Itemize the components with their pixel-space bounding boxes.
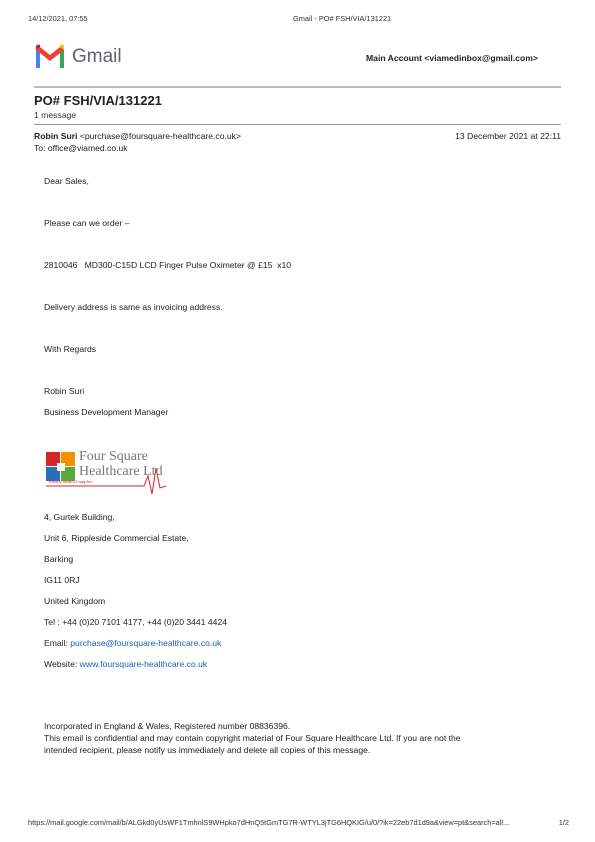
print-url: https://mail.google.com/mail/b/ALGkd0yUsWF1TmhnlS9WHpko7dHnQ5tGmTG7R-WTYL3jTG6HQKIG/u/0/?ik=22eb7d1d9a&view=pt&search=all... [28, 818, 510, 827]
email-link[interactable]: purchase@foursquare-healthcare.co.uk [70, 638, 222, 648]
body-greeting: Dear Sales, [44, 176, 89, 186]
body-order-line: 2810046 MD300-C15D LCD Finger Pulse Oximeter @ £15 x10 [44, 260, 292, 270]
address-line3: Barking [44, 554, 74, 564]
sender-name: Robin Suri [34, 131, 78, 141]
body-closing: With Regards [44, 344, 97, 354]
contact-phone: Tel : +44 (0)20 7101 4177, +44 (0)20 3441 4424 [44, 617, 227, 627]
account-label: Main Account <viamedinbox@gmail.com> [366, 53, 538, 63]
contact-website-row [44, 659, 207, 669]
company-logo [44, 446, 170, 498]
gmail-logo [34, 44, 134, 70]
logo-tagline: Trusted medical supplier [48, 479, 93, 484]
address-line4: IG11 0RJ [44, 575, 80, 585]
website-link[interactable]: www.foursquare-healthcare.co.uk [79, 659, 208, 669]
sender-email: <purchase@foursquare-healthcare.co.uk> [79, 131, 241, 141]
gmail-m-logo-icon [34, 44, 66, 68]
body-request: Please can we order – [44, 218, 130, 228]
disclaimer-line2: This email is confidential and may contain copyright material of Four Square Healthcare Ltd. If you are not the [44, 733, 461, 743]
logo-line1: Four Square [79, 449, 148, 464]
recipient-line: To: office@viamed.co.uk [34, 143, 128, 153]
address-line1: 4, Gurtek Building, [44, 512, 115, 522]
disclaimer-line1: Incorporated in England & Wales, Registered number 08836396. [44, 721, 291, 731]
body-delivery: Delivery address is same as invoicing address. [44, 302, 223, 312]
signature-role: Business Development Manager [44, 407, 169, 417]
message-count: 1 message [34, 110, 77, 120]
address-line5: United Kingdom [44, 596, 106, 606]
website-label: Website: [44, 659, 80, 669]
disclaimer-line3: intended recipient, please notify us immediately and delete all copies of this message. [44, 745, 371, 755]
subject-divider [34, 124, 561, 125]
signature-name: Robin Suri [44, 386, 85, 396]
logo-line2: Healthcare Ltd [79, 464, 163, 479]
email-label: Email: [44, 638, 71, 648]
contact-email-row [44, 638, 221, 648]
print-page-title: Gmail - PO# FSH/VIA/131221 [293, 14, 392, 23]
print-datetime: 14/12/2021, 07:55 [28, 14, 88, 23]
thread-subject: PO# FSH/VIA/131221 [34, 93, 162, 108]
sender-line [34, 131, 241, 141]
message-date: 13 December 2021 at 22:11 [455, 131, 561, 141]
print-page-number: 1/2 [558, 818, 569, 827]
address-line2: Unit 6, Rippleside Commercial Estate, [44, 533, 189, 543]
header-divider [34, 86, 561, 88]
gmail-wordmark: Gmail [72, 46, 122, 67]
